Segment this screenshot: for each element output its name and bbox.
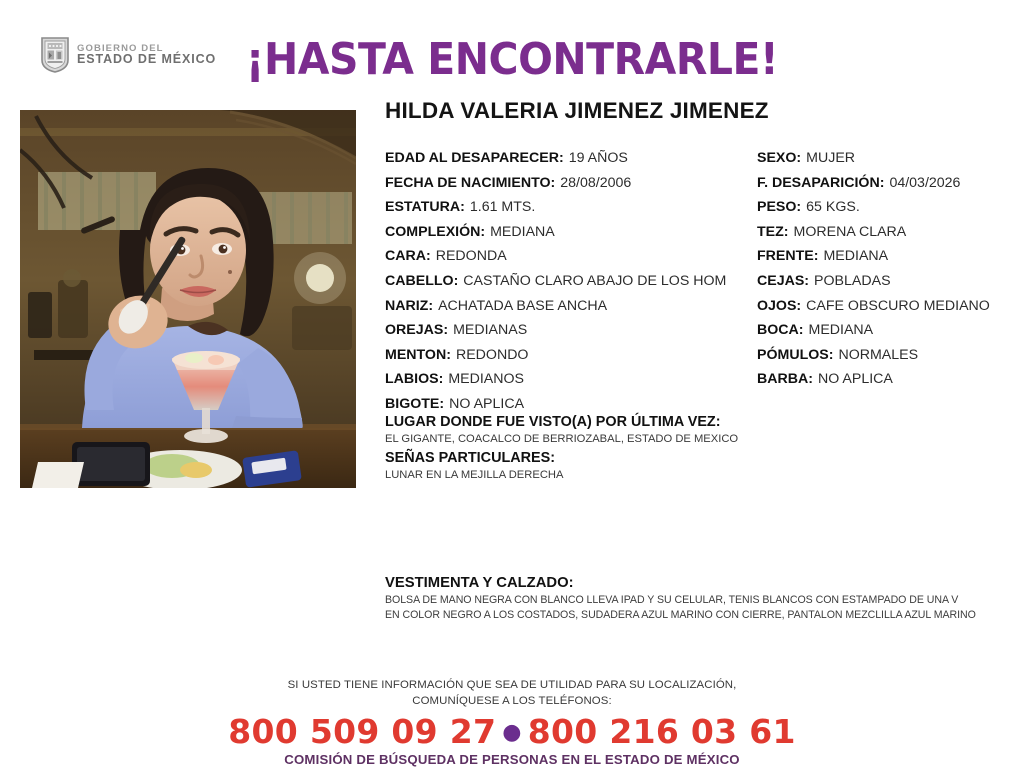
detail-row [385, 146, 757, 171]
detail-label: OREJAS: [385, 322, 449, 339]
detail-value: CASTAÑO CLARO ABAJO DE LOS HOM [463, 272, 727, 289]
detail-label: MENTON: [385, 346, 451, 363]
detail-value: ACHATADA BASE ANCHA [438, 297, 608, 314]
detail-label: OJOS: [757, 297, 802, 314]
detail-value: MORENA CLARA [793, 223, 907, 240]
clothing-heading: VESTIMENTA Y CALZADO: [385, 575, 574, 591]
detail-row [757, 294, 1022, 319]
detail-row [757, 146, 1022, 171]
detail-row [385, 269, 757, 294]
detail-value: CAFE OBSCURO MEDIANO [806, 297, 990, 314]
detail-label: CABELLO: [385, 272, 459, 289]
detail-label: NARIZ: [385, 297, 434, 314]
detail-value: MEDIANOS [448, 371, 525, 388]
detail-value: MEDIANA [823, 248, 889, 265]
detail-row [757, 343, 1022, 368]
detail-value: MUJER [806, 150, 856, 166]
detail-label: F. DESAPARICIÓN: [757, 174, 885, 191]
detail-row [757, 318, 1022, 343]
details-column-right [757, 146, 1022, 392]
details-column-left [385, 146, 757, 417]
contact-phone-numbers [0, 714, 1024, 751]
clothing-line-1: BOLSA DE MANO NEGRA CON BLANCO LLEVA IPAD Y SU CELULAR, TENIS BLANCOS CON ESTAMPADO DE UNA V [385, 594, 959, 606]
detail-label: FRENTE: [757, 248, 819, 265]
detail-label: ESTATURA: [385, 199, 465, 216]
detail-row [385, 367, 757, 392]
detail-value: 04/03/2026 [889, 174, 961, 191]
detail-value: NO APLICA [817, 371, 893, 388]
gov-line-1: GOBIERNO DEL [77, 42, 164, 54]
detail-label: FECHA DE NACIMIENTO: [385, 174, 556, 191]
detail-label: BARBA: [757, 371, 813, 388]
phone-number-1[interactable]: 800 509 09 27 [228, 712, 497, 751]
marks-value: LUNAR EN LA MEJILLA DERECHA [385, 469, 564, 481]
detail-value: 1.61 MTS. [469, 199, 536, 216]
detail-label: TEZ: [757, 223, 789, 240]
detail-row [385, 294, 757, 319]
detail-row [757, 195, 1022, 220]
detail-row [385, 244, 757, 269]
last-seen-heading: LUGAR DONDE FUE VISTO(A) POR ÚLTIMA VEZ: [385, 414, 721, 430]
agency-name: COMISIÓN DE BÚSQUEDA DE PERSONAS EN EL ESTADO DE MÉXICO [284, 752, 740, 767]
detail-value: POBLADAS [814, 272, 891, 289]
poster-title: ¡HASTA ENCONTRARLE! [245, 34, 779, 85]
detail-row [385, 318, 757, 343]
contact-notice-line-1: SI USTED TIENE INFORMACIÓN QUE SEA DE UTILIDAD PARA SU LOCALIZACIÓN, [287, 679, 737, 691]
detail-value: 19 AÑOS [568, 150, 628, 166]
detail-label: PÓMULOS: [757, 346, 834, 363]
detail-row [385, 171, 757, 196]
detail-value: MEDIANA [490, 223, 555, 240]
detail-value: MEDIANA [808, 322, 874, 339]
detail-row [757, 220, 1022, 245]
detail-row [757, 367, 1022, 392]
marks-heading: SEÑAS PARTICULARES: [385, 450, 556, 466]
detail-row [385, 195, 757, 220]
detail-row [757, 244, 1022, 269]
missing-person-photo [20, 110, 356, 488]
detail-label: COMPLEXIÓN: [385, 223, 486, 240]
detail-row [757, 269, 1022, 294]
detail-label: CARA: [385, 248, 431, 265]
detail-value: 28/08/2006 [560, 174, 632, 191]
photo-illustration [20, 110, 356, 488]
detail-label: CEJAS: [757, 272, 810, 289]
detail-value: MEDIANAS [453, 322, 528, 339]
phone-number-2[interactable]: 800 216 03 61 [527, 712, 796, 751]
contact-notice-line-2: COMUNÍQUESE A LOS TELÉFONOS: [412, 694, 612, 707]
detail-row [385, 220, 757, 245]
detail-value: REDONDO [455, 346, 529, 363]
last-seen-value: EL GIGANTE, COACALCO DE BERRIOZABAL, ESTADO DE MEXICO [385, 433, 739, 445]
phone-separator-bullet: ● [502, 720, 522, 745]
detail-label: EDAD AL DESAPARECER: [385, 150, 564, 166]
distinguishing-marks-section [385, 449, 805, 483]
page-title: HILDA VALERIA JIMENEZ JIMENEZ [385, 98, 769, 123]
last-seen-section [385, 413, 805, 447]
detail-value: REDONDA [435, 248, 507, 265]
detail-label: BIGOTE: [385, 395, 445, 412]
clothing-section [385, 573, 1005, 622]
detail-label: SEXO: [757, 150, 802, 166]
detail-value: NO APLICA [449, 395, 525, 412]
detail-value: NORMALES [838, 346, 919, 363]
detail-value: 65 KGS. [806, 199, 860, 216]
detail-label: LABIOS: [385, 371, 444, 388]
detail-label: PESO: [757, 199, 802, 216]
contact-footer [0, 678, 1024, 767]
clothing-line-2: EN COLOR NEGRO A LOS COSTADOS, SUDADERA AZUL MARINO CON CIERRE, PANTALON MEZCLILLA AZUL MARINO [385, 608, 976, 621]
detail-label: BOCA: [757, 322, 804, 339]
detail-row [385, 343, 757, 368]
gov-line-2: ESTADO DE MÉXICO [77, 52, 217, 67]
detail-row [757, 171, 1022, 196]
